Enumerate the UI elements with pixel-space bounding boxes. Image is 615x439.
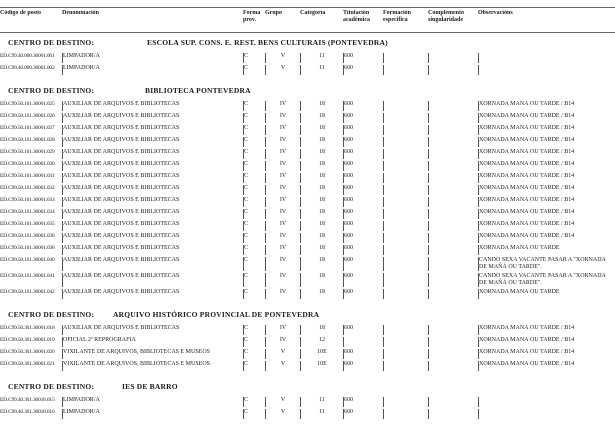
cell-denominacion: AUXILIAR DE ARQUIVOS E BIBLIOTECAS bbox=[62, 273, 243, 287]
cell-formacion bbox=[383, 233, 428, 243]
cell-complemento bbox=[428, 53, 478, 63]
centro-de-destino-name: BIBLIOTECA PONTEVEDRA bbox=[145, 86, 251, 95]
cell-grupo: IV bbox=[265, 221, 300, 231]
cell-grupo: IV bbox=[265, 245, 300, 255]
cell-categoria: 18 bbox=[300, 197, 343, 207]
cell-grupo: IV bbox=[265, 101, 300, 111]
section-header bbox=[0, 310, 615, 321]
cell-forma-prov: C bbox=[243, 185, 265, 195]
cell-forma-prov: C bbox=[243, 289, 265, 299]
cell-denominacion: AUXILIAR DE ARQUIVOS E BIBLIOTECAS bbox=[62, 113, 243, 123]
cell-complemento bbox=[428, 161, 478, 171]
section-header bbox=[0, 86, 615, 97]
cell-categoria: 18 bbox=[300, 325, 343, 335]
column-header-label: prov. bbox=[243, 17, 257, 23]
cell-formacion bbox=[383, 245, 428, 255]
cell-denominacion: AUXILIAR DE ARQUIVOS E BIBLIOTECAS bbox=[62, 325, 243, 335]
column-header-label: singularidade bbox=[428, 17, 464, 23]
cell-forma-prov: C bbox=[243, 397, 265, 407]
cell-formacion bbox=[383, 137, 428, 147]
cell-formacion bbox=[383, 125, 428, 135]
centro-de-destino-label: CENTRO DE DESTINO: bbox=[8, 86, 95, 95]
cell-categoria: 11 bbox=[300, 397, 343, 407]
cell-codigo-de-posto: ED.C99.50.161.36001.031 bbox=[0, 173, 55, 179]
cell-formacion bbox=[383, 173, 428, 183]
cell-observacions: XORNADA MAÑÁ OU TARDE / B14 bbox=[478, 125, 615, 135]
cell-forma-prov: C bbox=[243, 233, 265, 243]
cell-grupo: V bbox=[265, 361, 300, 371]
cell-observacions: XORNADA MAÑÁ OU TARDE / B14 bbox=[478, 349, 615, 359]
cell-forma-prov: C bbox=[243, 273, 265, 287]
cell-titulacion: 600 bbox=[343, 137, 383, 147]
table-row bbox=[0, 65, 615, 75]
cell-denominacion: AUXILIAR DE ARQUIVOS E BIBLIOTECAS bbox=[62, 149, 243, 159]
cell-codigo-de-posto: ED.C99.50.161.36001.032 bbox=[0, 185, 55, 191]
cell-forma-prov: C bbox=[243, 113, 265, 123]
cell-complemento bbox=[428, 289, 478, 299]
cell-observacions: XORNADA MAÑÁ OU TARDE / B14 bbox=[478, 233, 615, 243]
cell-codigo-de-posto: ED.C99.50.161.36001.036 bbox=[0, 233, 55, 239]
cell-complemento bbox=[428, 273, 478, 287]
cell-formacion bbox=[383, 53, 428, 63]
cell-categoria: 18 bbox=[300, 209, 343, 219]
table-row bbox=[0, 337, 615, 347]
cell-titulacion: 600 bbox=[343, 233, 383, 243]
cell-complemento bbox=[428, 209, 478, 219]
table-row bbox=[0, 325, 615, 335]
cell-complemento bbox=[428, 101, 478, 111]
cell-titulacion: 600 bbox=[343, 209, 383, 219]
column-header-label: académica bbox=[343, 17, 370, 23]
cell-categoria: 18 bbox=[300, 113, 343, 123]
cell-observacions: XORNADA MAÑÁ OU TARDE / B14 bbox=[478, 185, 615, 195]
table-row bbox=[0, 137, 615, 147]
cell-grupo: V bbox=[265, 349, 300, 359]
table-row bbox=[0, 101, 615, 111]
cell-observacions bbox=[478, 53, 615, 63]
centro-de-destino-label: CENTRO DE DESTINO: bbox=[8, 310, 95, 319]
cell-titulacion: 600 bbox=[343, 397, 383, 407]
table-row bbox=[0, 361, 615, 371]
cell-observacions: CANDO SEXA VACANTE PASAR A "XORNADA DE MAÑÁ OU TARDE". bbox=[478, 273, 615, 287]
cell-categoria: 11 bbox=[300, 65, 343, 75]
table-row bbox=[0, 53, 615, 63]
section-header bbox=[0, 382, 615, 393]
column-header-label: Forma bbox=[243, 10, 261, 16]
cell-forma-prov: C bbox=[243, 209, 265, 219]
cell-codigo-de-posto: ED.C99.50.161.36001.028 bbox=[0, 137, 55, 143]
sections-container bbox=[0, 38, 615, 421]
cell-codigo-de-posto: ED.C99.40.800.36001.001 bbox=[0, 53, 55, 59]
column-header-complemento bbox=[428, 10, 478, 30]
cell-complemento bbox=[428, 257, 478, 271]
cell-codigo-de-posto: ED.C99.50.161.36001.026 bbox=[0, 113, 55, 119]
cell-denominacion: AUXILIAR DE ARQUIVOS E BIBLIOTECAS bbox=[62, 257, 243, 271]
table-row bbox=[0, 149, 615, 159]
cell-observacions: XORNADA MAÑÁ OU TARDE / B14 bbox=[478, 137, 615, 147]
column-header-label: Formación bbox=[383, 10, 411, 16]
section-table bbox=[0, 99, 615, 301]
cell-grupo: IV bbox=[265, 209, 300, 219]
cell-grupo: IV bbox=[265, 137, 300, 147]
table-row bbox=[0, 185, 615, 195]
column-header-label: Titulación bbox=[343, 10, 370, 16]
table-row bbox=[0, 209, 615, 219]
cell-categoria: 18 bbox=[300, 125, 343, 135]
cell-denominacion: AUXILIAR DE ARQUIVOS E BIBLIOTECAS bbox=[62, 197, 243, 207]
cell-denominacion: AUXILIAR DE ARQUIVOS E BIBLIOTECAS bbox=[62, 221, 243, 231]
cell-observacions: CANDO SEXA VACANTE PASAR A "XORNADA DE MAÑÁ OU TARDE". bbox=[478, 257, 615, 271]
cell-denominacion: AUXILIAR DE ARQUIVOS E BIBLIOTECAS bbox=[62, 245, 243, 255]
cell-observacions bbox=[478, 409, 615, 419]
cell-forma-prov: C bbox=[243, 325, 265, 335]
section-table bbox=[0, 323, 615, 373]
cell-formacion bbox=[383, 221, 428, 231]
cell-titulacion: 600 bbox=[343, 113, 383, 123]
centro-de-destino-section bbox=[0, 310, 615, 373]
cell-formacion bbox=[383, 197, 428, 207]
cell-codigo-de-posto: ED.C99.50.161.36001.042 bbox=[0, 289, 55, 295]
cell-categoria: 18 bbox=[300, 149, 343, 159]
column-header-titulacion bbox=[343, 10, 383, 30]
section-header bbox=[0, 38, 615, 49]
cell-titulacion: 600 bbox=[343, 53, 383, 63]
cell-forma-prov: C bbox=[243, 245, 265, 255]
cell-titulacion: 600 bbox=[343, 273, 383, 287]
cell-denominacion: AUXILIAR DE ARQUIVOS E BIBLIOTECAS bbox=[62, 101, 243, 111]
cell-forma-prov: C bbox=[243, 337, 265, 347]
table-row bbox=[0, 161, 615, 171]
cell-forma-prov: C bbox=[243, 173, 265, 183]
cell-denominacion: LIMPADOR/A bbox=[62, 409, 243, 419]
cell-formacion bbox=[383, 101, 428, 111]
cell-forma-prov: C bbox=[243, 197, 265, 207]
cell-titulacion: 600 bbox=[343, 221, 383, 231]
cell-grupo: IV bbox=[265, 325, 300, 335]
cell-observacions: XORNADA MAÑÁ OU TARDE bbox=[478, 289, 615, 299]
centro-de-destino-name: ESCOLA SUP. CONS. E. REST. BENS CULTURAIS (PONTEVEDRA) bbox=[147, 38, 388, 47]
cell-codigo-de-posto: ED.C99.50.161.36001.035 bbox=[0, 221, 55, 227]
cell-denominacion: AUXILIAR DE ARQUIVOS E BIBLIOTECAS bbox=[62, 125, 243, 135]
cell-titulacion: 600 bbox=[343, 125, 383, 135]
table-row bbox=[0, 197, 615, 207]
cell-denominacion: LIMPADOR/A bbox=[62, 397, 243, 407]
cell-forma-prov: C bbox=[243, 137, 265, 147]
centro-de-destino-label: CENTRO DE DESTINO: bbox=[8, 382, 95, 391]
cell-denominacion: AUXILIAR DE ARQUIVOS E BIBLIOTECAS bbox=[62, 185, 243, 195]
cell-categoria: 18 bbox=[300, 273, 343, 287]
column-header-grupo bbox=[265, 10, 300, 30]
cell-formacion bbox=[383, 409, 428, 419]
cell-codigo-de-posto: ED.C99.50.161.36001.030 bbox=[0, 161, 55, 167]
cell-grupo: V bbox=[265, 409, 300, 419]
cell-codigo-de-posto: ED.C99.50.161.36001.038 bbox=[0, 245, 55, 251]
cell-forma-prov: C bbox=[243, 161, 265, 171]
cell-denominacion: AUXILIAR DE ARQUIVOS E BIBLIOTECAS bbox=[62, 137, 243, 147]
table-row bbox=[0, 125, 615, 135]
cell-complemento bbox=[428, 349, 478, 359]
cell-denominacion: VIXILANTE DE ARQUIVOS, BIBLIOTECAS E MUSEOS bbox=[62, 349, 243, 359]
cell-formacion bbox=[383, 257, 428, 271]
column-header-forma-prov bbox=[243, 10, 265, 30]
cell-complemento bbox=[428, 185, 478, 195]
cell-categoria: 10E bbox=[300, 361, 343, 371]
cell-grupo: IV bbox=[265, 125, 300, 135]
cell-codigo-de-posto: ED.C99.50.161.36001.027 bbox=[0, 125, 55, 131]
cell-complemento bbox=[428, 361, 478, 371]
cell-titulacion: 600 bbox=[343, 197, 383, 207]
cell-titulacion: 600 bbox=[343, 361, 383, 371]
cell-grupo: IV bbox=[265, 173, 300, 183]
cell-formacion bbox=[383, 349, 428, 359]
centro-de-destino-name: IES DE BARRO bbox=[122, 382, 178, 391]
cell-complemento bbox=[428, 337, 478, 347]
cell-observacions: XORNADA MAÑÁ OU TARDE / B14 bbox=[478, 325, 615, 335]
cell-categoria: 11 bbox=[300, 53, 343, 63]
cell-categoria: 18 bbox=[300, 257, 343, 271]
cell-denominacion: AUXILIAR DE ARQUIVOS E BIBLIOTECAS bbox=[62, 173, 243, 183]
cell-grupo: V bbox=[265, 53, 300, 63]
cell-grupo: IV bbox=[265, 185, 300, 195]
cell-observacions: XORNADA MAÑÁ OU TARDE / B14 bbox=[478, 161, 615, 171]
cell-observacions: XORNADA MAÑÁ OU TARDE / B14 bbox=[478, 209, 615, 219]
cell-titulacion: 600 bbox=[343, 349, 383, 359]
cell-forma-prov: C bbox=[243, 361, 265, 371]
column-header-codigo bbox=[0, 10, 62, 30]
cell-grupo: IV bbox=[265, 289, 300, 299]
centro-de-destino-section bbox=[0, 38, 615, 77]
cell-denominacion: AUXILIAR DE ARQUIVOS E BIBLIOTECAS bbox=[62, 209, 243, 219]
cell-categoria: 18 bbox=[300, 233, 343, 243]
cell-titulacion: 600 bbox=[343, 289, 383, 299]
cell-observacions: XORNADA MAÑÁ OU TARDE / B14 bbox=[478, 337, 615, 347]
cell-forma-prov: C bbox=[243, 101, 265, 111]
cell-formacion bbox=[383, 65, 428, 75]
cell-grupo: IV bbox=[265, 161, 300, 171]
cell-complemento bbox=[428, 113, 478, 123]
cell-titulacion: 600 bbox=[343, 149, 383, 159]
cell-grupo: IV bbox=[265, 337, 300, 347]
centro-de-destino-name: ARQUIVO HISTÓRICO PROVINCIAL DE PONTEVEDRA bbox=[113, 310, 320, 319]
column-header-formacion bbox=[383, 10, 428, 30]
section-table bbox=[0, 395, 615, 421]
cell-grupo: IV bbox=[265, 197, 300, 207]
cell-complemento bbox=[428, 65, 478, 75]
cell-denominacion: AUXILIAR DE ARQUIVOS E BIBLIOTECAS bbox=[62, 233, 243, 243]
column-header-label: Código de posto bbox=[0, 10, 42, 16]
header-horizontal-rule bbox=[0, 32, 615, 33]
cell-complemento bbox=[428, 125, 478, 135]
cell-grupo: V bbox=[265, 65, 300, 75]
table-row bbox=[0, 409, 615, 419]
cell-denominacion: LIMPADOR/A bbox=[62, 65, 243, 75]
cell-complemento bbox=[428, 409, 478, 419]
cell-forma-prov: C bbox=[243, 409, 265, 419]
table-row bbox=[0, 289, 615, 299]
cell-codigo-de-posto: ED.C99.50.301.36001.018 bbox=[0, 325, 55, 331]
cell-forma-prov: C bbox=[243, 221, 265, 231]
section-table bbox=[0, 51, 615, 77]
cell-titulacion: 600 bbox=[343, 65, 383, 75]
cell-complemento bbox=[428, 149, 478, 159]
cell-codigo-de-posto: ED.C99.50.161.36001.033 bbox=[0, 197, 55, 203]
cell-formacion bbox=[383, 149, 428, 159]
cell-categoria: 12 bbox=[300, 337, 343, 347]
cell-categoria: 10E bbox=[300, 349, 343, 359]
cell-codigo-de-posto: ED.C99.40.301.36018.016 bbox=[0, 409, 55, 415]
cell-categoria: 18 bbox=[300, 221, 343, 231]
cell-formacion bbox=[383, 161, 428, 171]
cell-categoria: 18 bbox=[300, 289, 343, 299]
cell-grupo: IV bbox=[265, 257, 300, 271]
centro-de-destino-section bbox=[0, 86, 615, 301]
cell-observacions: XORNADA MAÑÁ OU TARDE / B14 bbox=[478, 221, 615, 231]
column-header-row bbox=[0, 8, 615, 32]
cell-denominacion: OFICIAL 2ª REPROGRAFÍA bbox=[62, 337, 243, 347]
column-header-denominacion bbox=[62, 10, 243, 30]
cell-formacion bbox=[383, 209, 428, 219]
table-row bbox=[0, 221, 615, 231]
cell-forma-prov: C bbox=[243, 53, 265, 63]
table-row bbox=[0, 233, 615, 243]
column-header-label: Denominación bbox=[62, 10, 100, 16]
cell-complemento bbox=[428, 233, 478, 243]
cell-denominacion: LIMPADOR/A bbox=[62, 53, 243, 63]
cell-grupo: V bbox=[265, 397, 300, 407]
column-header-label: Grupo bbox=[265, 10, 283, 16]
cell-formacion bbox=[383, 289, 428, 299]
table-row bbox=[0, 113, 615, 123]
cell-titulacion: 600 bbox=[343, 245, 383, 255]
cell-forma-prov: C bbox=[243, 257, 265, 271]
cell-observacions: XORNADA MAÑÁ OU TARDE / B14 bbox=[478, 149, 615, 159]
cell-formacion bbox=[383, 113, 428, 123]
cell-observacions: XORNADA MAÑÁ OU TARDE / B14 bbox=[478, 361, 615, 371]
cell-codigo-de-posto: ED.C99.50.301.36001.019 bbox=[0, 337, 55, 343]
column-header-categoria bbox=[300, 10, 343, 30]
cell-grupo: IV bbox=[265, 149, 300, 159]
cell-titulacion: 600 bbox=[343, 161, 383, 171]
cell-forma-prov: C bbox=[243, 149, 265, 159]
cell-codigo-de-posto: ED.C99.50.161.36001.025 bbox=[0, 101, 55, 107]
cell-forma-prov: C bbox=[243, 65, 265, 75]
cell-complemento bbox=[428, 197, 478, 207]
cell-categoria: 18 bbox=[300, 185, 343, 195]
cell-titulacion: 600 bbox=[343, 325, 383, 335]
column-header-label: específica bbox=[383, 17, 408, 23]
cell-titulacion: 600 bbox=[343, 185, 383, 195]
cell-forma-prov: C bbox=[243, 349, 265, 359]
cell-complemento bbox=[428, 173, 478, 183]
cell-formacion bbox=[383, 337, 428, 347]
cell-complemento bbox=[428, 137, 478, 147]
cell-formacion bbox=[383, 397, 428, 407]
cell-forma-prov: C bbox=[243, 125, 265, 135]
table-row bbox=[0, 273, 615, 287]
cell-codigo-de-posto: ED.C99.50.161.36001.040 bbox=[0, 257, 55, 263]
cell-categoria: 11 bbox=[300, 409, 343, 419]
cell-observacions bbox=[478, 397, 615, 407]
cell-codigo-de-posto: ED.C99.50.301.36001.020 bbox=[0, 349, 55, 355]
table-row bbox=[0, 257, 615, 271]
cell-codigo-de-posto: ED.C99.50.301.36001.021 bbox=[0, 361, 55, 367]
cell-codigo-de-posto: ED.C99.50.161.36001.034 bbox=[0, 209, 55, 215]
cell-denominacion: AUXILIAR DE ARQUIVOS E BIBLIOTECAS bbox=[62, 289, 243, 299]
cell-codigo-de-posto: ED.C99.50.161.36001.041 bbox=[0, 273, 55, 279]
cell-complemento bbox=[428, 397, 478, 407]
centro-de-destino-section bbox=[0, 382, 615, 421]
cell-observacions: XORNADA MAÑÁ OU TARDE / B14 bbox=[478, 197, 615, 207]
cell-complemento bbox=[428, 245, 478, 255]
cell-formacion bbox=[383, 325, 428, 335]
cell-observacions: XORNADA MAÑÁ OU TARDE / B14 bbox=[478, 101, 615, 111]
centro-de-destino-label: CENTRO DE DESTINO: bbox=[8, 38, 95, 47]
cell-codigo-de-posto: ED.C99.50.161.36001.029 bbox=[0, 149, 55, 155]
cell-titulacion: 600 bbox=[343, 101, 383, 111]
cell-grupo: IV bbox=[265, 233, 300, 243]
cell-categoria: 18 bbox=[300, 161, 343, 171]
cell-observacions: XORNADA MAÑÁ OU TARDE / B14 bbox=[478, 173, 615, 183]
cell-formacion bbox=[383, 273, 428, 287]
column-header-observacions bbox=[478, 10, 615, 30]
column-header-label: Categoría bbox=[300, 10, 326, 16]
cell-codigo-de-posto: ED.C99.40.301.36018.015 bbox=[0, 397, 55, 403]
table-row bbox=[0, 349, 615, 359]
table-row bbox=[0, 173, 615, 183]
cell-formacion bbox=[383, 185, 428, 195]
column-header-label: Complemento bbox=[428, 10, 464, 16]
cell-titulacion: 600 bbox=[343, 257, 383, 271]
cell-complemento bbox=[428, 221, 478, 231]
cell-titulacion: 600 bbox=[343, 173, 383, 183]
cell-complemento bbox=[428, 325, 478, 335]
cell-categoria: 18 bbox=[300, 173, 343, 183]
cell-categoria: 18 bbox=[300, 245, 343, 255]
table-row bbox=[0, 397, 615, 407]
table-row bbox=[0, 245, 615, 255]
cell-grupo: IV bbox=[265, 273, 300, 287]
cell-observacions: XORNADA MAÑÁ OU TARDE bbox=[478, 245, 615, 255]
cell-codigo-de-posto: ED.C99.40.800.36001.002 bbox=[0, 65, 55, 71]
cell-categoria: 18 bbox=[300, 101, 343, 111]
column-header-label: Observacións bbox=[478, 10, 513, 16]
cell-denominacion: VIXILANTE DE ARQUIVOS, BIBLIOTECAS E MUSEOS bbox=[62, 361, 243, 371]
cell-observacions: XORNADA MAÑÁ OU TARDE / B14 bbox=[478, 113, 615, 123]
cell-formacion bbox=[383, 361, 428, 371]
cell-observacions bbox=[478, 65, 615, 75]
cell-titulacion: 600 bbox=[343, 409, 383, 419]
cell-denominacion: AUXILIAR DE ARQUIVOS E BIBLIOTECAS bbox=[62, 161, 243, 171]
cell-grupo: IV bbox=[265, 113, 300, 123]
cell-titulacion bbox=[343, 337, 383, 347]
cell-categoria: 18 bbox=[300, 137, 343, 147]
